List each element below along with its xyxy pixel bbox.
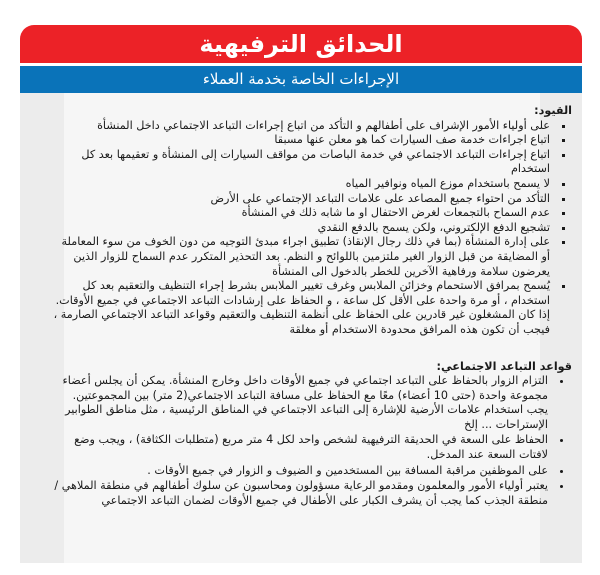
- subtitle-bar: [20, 66, 582, 93]
- list-item: • يعتبر أولياء الأمور والمعلمون ومقدمو الرعاية مسؤولون ومحاسبون عن سلوك أطفالهم في منطقة الملاهي / منطقة الجذب كما يجب أن يشرف الكبار على الأطفال في جميع الأوقات لضمان التباعد الاجتماعي: [52, 479, 550, 508]
- list-item: ▪ التأكد من احتواء جميع المصاعد على علامات التباعد الإجتماعي على الأرض: [52, 192, 552, 207]
- list-item: ▪ اتباع إجراءات التباعد الاجتماعي في خدمة الباصات من مواقف السيارات إلى المنشأة و تعقيمها بعد كل استخدام: [52, 148, 552, 177]
- content-body: [52, 93, 572, 509]
- list-item: ▪ عدم السماح بالتجمعات لغرض الاحتفال او ما شابه ذلك في المنشأة: [52, 206, 552, 221]
- list-item: • التزام الزوار بالحفاظ على التباعد اجتماعي في جميع الأوقات داخل وخارج المنشأة. يمكن أن يجلس أعضاء مجموعة واحدة (حتى 10 أعضاء) معًا مع الحفاظ على مسافة التباعد الاجتماعي(2 متر) بين المجموعتين. يجب استخدام علامات الأرضية للإشارة إلى التباعد الاجتماعي في المناطق الرئيسية ، مثل مناطق الطوابير الإستراحات ... إلخ: [52, 374, 550, 432]
- list-item: • على الموظفين مراقبة المسافة بين المستخدمين و الضيوف و الزوار في جميع الأوقات .: [52, 464, 550, 479]
- list-item: ▪ تشجيع الدفع الإلكتروني، ولكن يسمح بالدفع النقدي: [52, 221, 552, 236]
- distancing-heading: قواعد التباعد الاجتماعي:: [436, 359, 572, 373]
- list-item: ▪ يُسمح بمرافق الاستحمام وخزائن الملابس وغرف تغيير الملابس بشرط إجراء التنظيف والتعقيم بعد كل استخدام ، أو مرة واحدة على الأقل كل ساعة ، و الحفاظ على إرشادات التباعد الاجتماعي في جميع الأوقات. إذا كان المشغلون غير قادرين على الحفاظ على أنظمة التنظيف والتعقيم وقواعد التباعد الاجتماعي الصارمة ، فيجب أن تكون هذه المرافق محدودة الاستخدام أو مغلقة: [52, 279, 552, 337]
- distancing-list: [52, 374, 572, 508]
- restrictions-heading: القيود:: [534, 104, 572, 117]
- list-item: ▪ على إدارة المنشأة (بما في ذلك رجال الإنقاذ) تطبيق اجراء مبدئ التوجيه من دون الخوف من سوء المعاملة أو المضايقة من قبل الزوار الغير ملتزمين باللوائح و النظم. بعد التحذير المتكرر عدم السماح للزوار الذين يعرضون سلامة ورفاهية الآخرين للخطر بالدخول الى المنشأة: [52, 235, 552, 279]
- list-item: • الحفاظ على السعة في الحديقة الترفيهية لشخص واحد لكل 4 متر مربع (متطلبات الكثافة) ، ويجب وضع لافتات السعة عند المدخل.: [52, 433, 550, 462]
- list-item: ▪ على أولياء الأمور الإشراف على أطفالهم و التأكد من اتباع إجراءات التباعد الاجتماعي داخل المنشأة: [52, 119, 552, 134]
- page-title: الحدائق الترفيهية: [199, 30, 403, 58]
- restrictions-list: [52, 119, 572, 338]
- list-item: ▪ اتباع اجراءات خدمة صف السيارات كما هو معلن عنها مسبقا: [52, 133, 552, 148]
- list-item: ▪ لا يسمح باستخدام موزع المياه ونوافير المياه: [52, 177, 552, 192]
- page-subtitle: الإجراءات الخاصة بخدمة العملاء: [202, 70, 400, 88]
- page-title-banner: [20, 25, 582, 63]
